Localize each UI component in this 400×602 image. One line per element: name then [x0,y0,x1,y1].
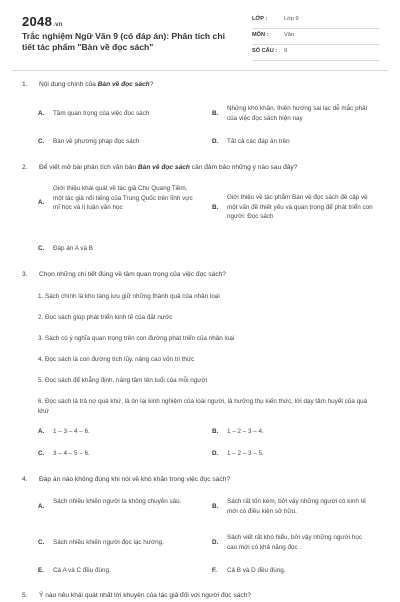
list-item: 2. Đọc sách giúp phát triển kinh tế của đất nước [38,314,173,321]
meta-value: Văn [284,32,294,38]
list-item: 3. Sách có ý nghĩa quan trọng trên con đường phát triển của nhân loại [38,335,235,342]
question-number: 3. [22,271,28,278]
meta-table [252,13,380,61]
meta-row-class [252,13,380,29]
site-logo[interactable]: 2048.vn [22,14,63,29]
question-number: 4. [22,476,28,483]
list-item: 5. Đọc sách để khẳng định, nâng tầm tên tuổi của mỗi người [38,377,208,384]
header-divider [12,70,388,71]
question-text: Ý nào nêu khái quát nhất lời khuyên của tác giả đối với người đọc sách? [39,592,252,599]
question-number: 5. [22,592,28,599]
meta-row-count [252,45,380,61]
meta-value: 9 [284,48,288,54]
meta-value: Lớp 9 [284,16,299,22]
question-number: 2. [22,164,28,171]
question-number: 1. [22,81,28,88]
list-item: 1. Sách chính là kho tàng lưu giữ những thành quả của nhân loại [38,293,220,300]
list-item: 4. Đọc sách là con đường tích lũy, nâng cao vốn tri thức [38,356,195,363]
question-text: Nội dung chính của Bàn về đọc sách? [39,81,154,88]
page: 2048.vn Trắc nghiệm Ngữ Văn 9 (có đáp án): Phân tích chi tiết tác phẩm "Bàn về đọc sách" LỚP : Lớp 9 MÔN : Văn SỐ CÂU : 9 1. Nội dung chính của Bàn về đọc sách? A. Tầm quan trọng của việc đọc sách B. Những khó khăn, thiên hướng sai lạc dễ mắc phải của việc đọc sách hiện nay C. Bàn về phương pháp đọc sách D. Tất cả các đáp án trên 2. Để viết mở bài phân tích văn bản Bàn về đọc sách cần đảm bảo những ý nào sau đây? A. Giới thiệu khái quát về tác giả Chu Quang Tiềm, một tác giả nổi tiếng của Trung Quốc trên lĩnh vực mĩ học và lí luận văn học B. Giới thiệu về tác phẩm Bàn về đọc sách đề cập về một vấn đề thiết yếu và quan trọng để phát triển con người: Đọc sách C. Đáp án A và B 3. Chọn những chi tiết đúng về tầm quan trọng của việc đọc sách? 1. Sách chính là kho tàng lưu giữ những thành quả của nhân loại 2. Đọc sách giúp phát triển kinh tế của đất nước 3. Sách có ý nghĩa quan trọng trên con đường phát triển của nhân loại 4. Đọc sách là con đường tích lũy, nâng cao vốn tri thức 5. Đọc sách để khẳng định, nâng tầm tên tuổi của mỗi người 6. Đọc sách là trả nợ quá khứ, là ôn lại kinh nghiệm của loài người, là hưởng thụ kiến thức, lời dạy tâm huyết của quá khứ A. 1 – 3 – 4 – 6. B. 1 – 2 – 3 – 4. C. 3 – 4 – 5 – 6. D. 1 – 2 – 3 – 5. 4. Đáp án nào không đúng khi nói về khó khăn trong việc đọc sách? A. Sách nhiều khiến người ta không chuyên sâu. B. Sách rất tốn kém, bởi vậy những người có kinh tế mới có điều kiện sở hữu. C. Sách nhiều khiến người đọc lạc hướng. D. Sách viết rất khó hiểu, bởi vậy những người học cao mới có khả năng đọc . E. Cả A và C đều đúng. F. Cả B và D đều đúng. 5. Ý nào nêu khái quát nhất lời khuyên của tác giả đối với người đọc sách? [0,0,400,600]
meta-row-subject [252,29,380,45]
question-text: Chọn những chi tiết đúng về tầm quan trọng của việc đọc sách? [39,271,226,278]
question-text: Để viết mở bài phân tích văn bản Bàn về đọc sách cần đảm bảo những ý nào sau đây? [39,164,298,171]
list-item: 6. Đọc sách là trả nợ quá khứ, là ôn lại kinh nghiệm của loài người, là hưởng thụ kiến thức, lời dạy tâm huyết của quá khứ [38,398,368,415]
question-text: Đáp án nào không đúng khi nói về khó khăn trong việc đọc sách? [39,476,230,483]
meta-key: MÔN : [252,32,269,38]
header [0,0,400,76]
document-title: Trắc nghiệm Ngữ Văn 9 (có đáp án): Phân tích chi tiết tác phẩm "Bàn về đọc sách" [22,31,225,52]
meta-key: LỚP : [252,16,268,22]
meta-key: SỐ CÂU : [252,48,278,54]
